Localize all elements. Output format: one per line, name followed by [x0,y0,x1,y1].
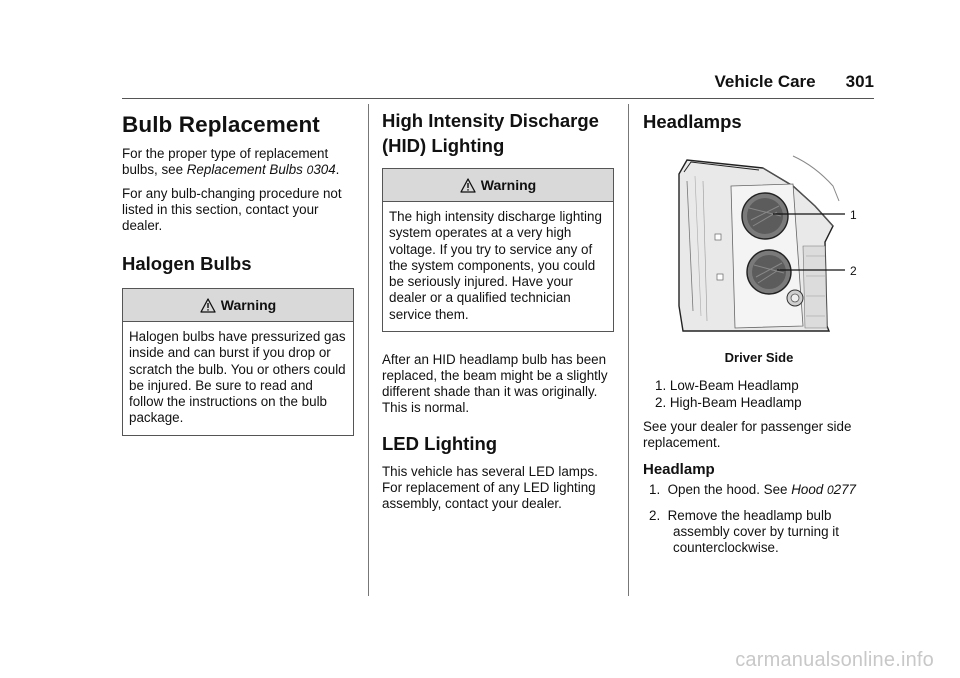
headlamps-heading: Headlamps [643,111,742,132]
xref-page[interactable]: 277 [833,482,856,497]
legend-item: 2. High-Beam Headlamp [655,395,802,410]
warning-text: The high intensity discharge lighting system operates at a very high voltage. If you try to service any of the system components, you could be seriously injured. Have your dealer or a qualified technician service them. [389,209,602,322]
figure-caption: Driver Side [724,350,794,365]
xref-page[interactable]: 304 [313,162,336,177]
intro-paragraph: For the proper type of replacement bulbs, see Replacement Bulbs 0304. [122,146,340,177]
xref-replacement-bulbs[interactable]: Replacement Bulbs [186,162,303,177]
step-item: 2. Remove the headlamp bulb assembly cover by turning it counterclockwise. [649,508,839,555]
hid-heading: High Intensity Discharge (HID) Lighting [382,110,599,156]
headlamp-figure [643,146,875,346]
warning-header [383,169,613,202]
warning-header [123,289,353,322]
led-heading: LED Lighting [382,433,498,455]
warning-label: Warning [220,297,277,313]
hid-after-paragraph: After an HID headlamp bulb has been replaced, the beam might be a slightly different shade than it was originally. This is normal. [382,352,608,416]
xref-hood[interactable]: Hood [791,482,824,497]
warning-text: Halogen bulbs have pressurized gas inside and can burst if you drop or scratch the bulb. You or others could be injured. Be sure to read and follow the instructions on the bulb package. [129,329,346,426]
warning-triangle-icon [460,178,476,193]
column-divider [628,104,629,596]
callout-legend [643,377,875,411]
page-number: 301 [845,72,874,91]
dealer-paragraph: For any bulb-changing procedure not listed in this section, contact your dealer. [122,186,342,233]
callout-1: 1 [850,208,857,222]
halogen-warning-box [122,288,354,436]
page-title: Bulb Replacement [122,112,320,137]
page-ref-icon: 0 [826,483,834,497]
headlamp-subheading: Headlamp [643,461,715,478]
column-1 [122,104,354,452]
page-ref-icon: 0 [306,163,314,177]
passenger-paragraph: See your dealer for passenger side replacement. [643,419,852,450]
callout-2: 2 [850,264,857,278]
watermark: carmanualsonline.info [735,649,934,671]
legend-item: 1. Low-Beam Headlamp [655,378,799,393]
headlamp-illustration [643,146,875,346]
column-divider [368,104,369,596]
column-2 [382,104,614,520]
hid-warning-box [382,168,614,332]
column-3 [643,104,875,566]
step-item: 1. Open the hood. See Hood 0277 [649,482,856,497]
procedure-steps [643,482,875,556]
halogen-heading: Halogen Bulbs [122,253,252,274]
header-rule [122,98,874,99]
led-paragraph: This vehicle has several LED lamps. For replacement of any LED lighting assembly, contact your dealer. [382,464,598,512]
warning-label: Warning [480,177,537,193]
warning-triangle-icon [200,298,216,313]
running-header [715,72,875,92]
section-title: Vehicle Care [714,72,816,91]
